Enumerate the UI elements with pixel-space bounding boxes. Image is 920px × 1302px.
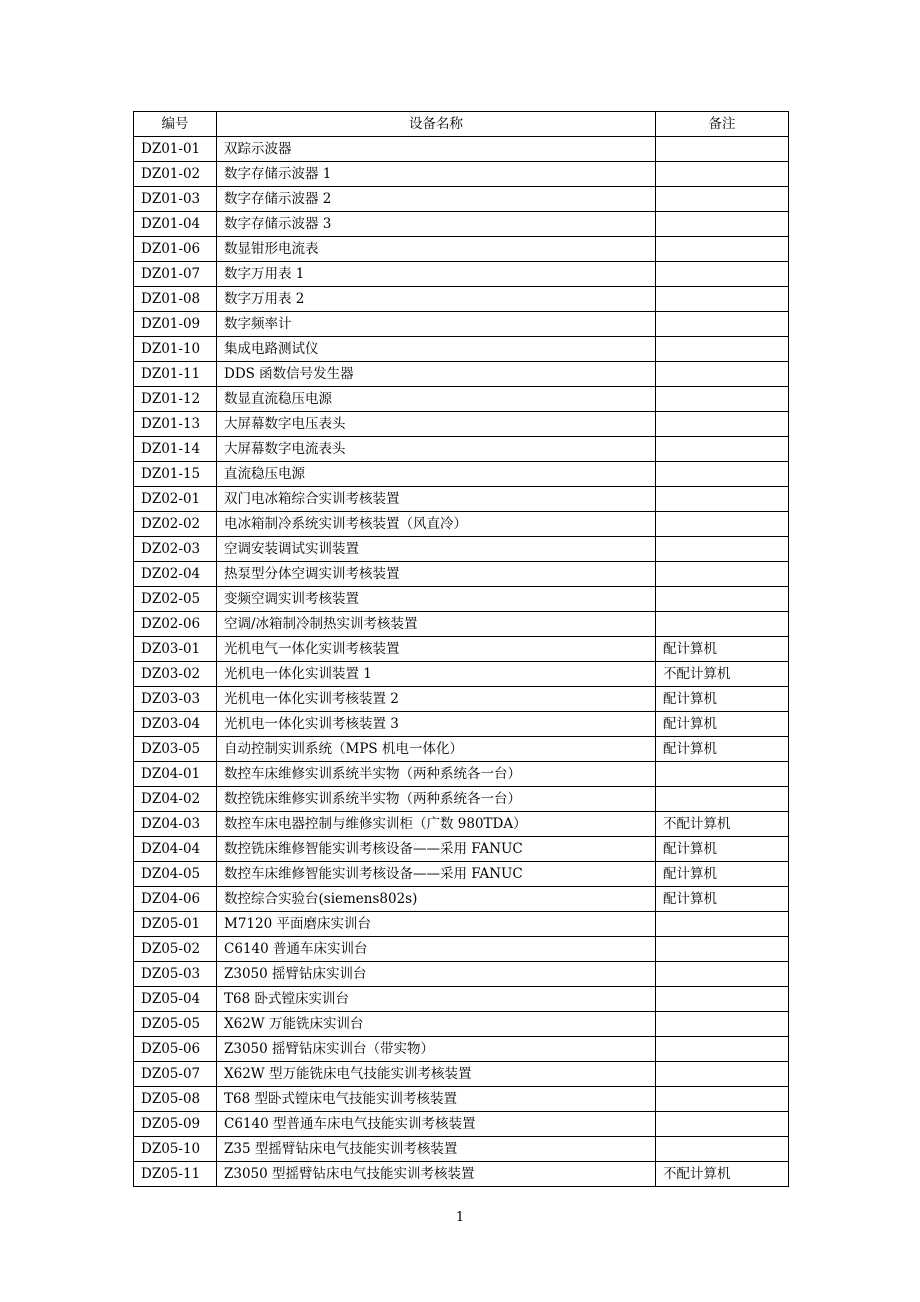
header-row (134, 112, 789, 137)
cell-code: DZ03-03 (134, 687, 217, 712)
cell-equipment-name: 空调/冰箱制冷制热实训考核装置 (217, 612, 656, 637)
header-note: 备注 (656, 112, 789, 137)
cell-equipment-name: 数显钳形电流表 (217, 237, 656, 262)
table-header (134, 112, 789, 137)
cell-equipment-name: Z3050 摇臂钻床实训台 (217, 962, 656, 987)
cell-equipment-name: 双踪示波器 (217, 137, 656, 162)
cell-note: 配计算机 (656, 712, 789, 737)
cell-equipment-name: 数显直流稳压电源 (217, 387, 656, 412)
cell-equipment-name: Z3050 型摇臂钻床电气技能实训考核装置 (217, 1162, 656, 1187)
cell-note (656, 187, 789, 212)
table-row (134, 1062, 789, 1087)
cell-note (656, 412, 789, 437)
cell-equipment-name: 大屏幕数字电压表头 (217, 412, 656, 437)
cell-note: 配计算机 (656, 687, 789, 712)
cell-code: DZ05-07 (134, 1062, 217, 1087)
cell-code: DZ01-06 (134, 237, 217, 262)
table-row (134, 187, 789, 212)
table-row (134, 637, 789, 662)
table-row (134, 737, 789, 762)
cell-note (656, 512, 789, 537)
cell-equipment-name: 数控车床电器控制与维修实训柜（广数 980TDA） (217, 812, 656, 837)
cell-equipment-name: 自动控制实训系统（MPS 机电一体化） (217, 737, 656, 762)
cell-equipment-name: 数字万用表 1 (217, 262, 656, 287)
table-row (134, 987, 789, 1012)
table-row (134, 1137, 789, 1162)
cell-code: DZ03-02 (134, 662, 217, 687)
cell-note (656, 462, 789, 487)
cell-equipment-name: 大屏幕数字电流表头 (217, 437, 656, 462)
cell-code: DZ03-04 (134, 712, 217, 737)
table-row (134, 837, 789, 862)
cell-code: DZ02-06 (134, 612, 217, 637)
table-row (134, 1012, 789, 1037)
cell-note: 不配计算机 (656, 1162, 789, 1187)
cell-code: DZ02-03 (134, 537, 217, 562)
table-body (134, 137, 789, 1187)
cell-equipment-name: 变频空调实训考核装置 (217, 587, 656, 612)
cell-note: 不配计算机 (656, 812, 789, 837)
table-row (134, 787, 789, 812)
cell-note: 不配计算机 (656, 662, 789, 687)
cell-code: DZ02-02 (134, 512, 217, 537)
cell-code: DZ01-10 (134, 337, 217, 362)
cell-code: DZ02-01 (134, 487, 217, 512)
table-row (134, 387, 789, 412)
cell-note: 配计算机 (656, 737, 789, 762)
cell-note (656, 562, 789, 587)
cell-equipment-name: 光机电一体化实训考核装置 2 (217, 687, 656, 712)
table-row (134, 562, 789, 587)
cell-code: DZ05-08 (134, 1087, 217, 1112)
cell-equipment-name: 电冰箱制冷系统实训考核装置（风直冷） (217, 512, 656, 537)
table-row (134, 487, 789, 512)
table-row (134, 937, 789, 962)
cell-equipment-name: T68 卧式镗床实训台 (217, 987, 656, 1012)
table-row (134, 362, 789, 387)
table-row (134, 712, 789, 737)
cell-equipment-name: 热泵型分体空调实训考核装置 (217, 562, 656, 587)
cell-code: DZ01-14 (134, 437, 217, 462)
table-row (134, 412, 789, 437)
cell-note (656, 337, 789, 362)
cell-note (656, 237, 789, 262)
cell-code: DZ04-01 (134, 762, 217, 787)
cell-note (656, 937, 789, 962)
table-row (134, 587, 789, 612)
cell-note (656, 487, 789, 512)
table-row (134, 612, 789, 637)
cell-equipment-name: 数控车床维修实训系统半实物（两种系统各一台） (217, 762, 656, 787)
cell-equipment-name: 双门电冰箱综合实训考核装置 (217, 487, 656, 512)
cell-code: DZ05-02 (134, 937, 217, 962)
cell-code: DZ01-13 (134, 412, 217, 437)
cell-equipment-name: 数字万用表 2 (217, 287, 656, 312)
table-row (134, 137, 789, 162)
cell-equipment-name: 数字存储示波器 1 (217, 162, 656, 187)
cell-equipment-name: Z3050 摇臂钻床实训台（带实物） (217, 1037, 656, 1062)
cell-note (656, 587, 789, 612)
cell-equipment-name: 数字存储示波器 3 (217, 212, 656, 237)
cell-code: DZ05-04 (134, 987, 217, 1012)
cell-equipment-name: X62W 万能铣床实训台 (217, 1012, 656, 1037)
cell-note (656, 287, 789, 312)
table-row (134, 162, 789, 187)
table-row (134, 262, 789, 287)
cell-note (656, 612, 789, 637)
cell-code: DZ04-05 (134, 862, 217, 887)
cell-note (656, 1112, 789, 1137)
cell-note (656, 1137, 789, 1162)
cell-equipment-name: 空调安装调试实训装置 (217, 537, 656, 562)
cell-note (656, 312, 789, 337)
cell-note (656, 387, 789, 412)
table-row (134, 662, 789, 687)
cell-equipment-name: 数控综合实验台(siemens802s) (217, 887, 656, 912)
table-row (134, 512, 789, 537)
table-row (134, 1087, 789, 1112)
cell-code: DZ05-03 (134, 962, 217, 987)
cell-code: DZ02-04 (134, 562, 217, 587)
cell-equipment-name: C6140 普通车床实训台 (217, 937, 656, 962)
table-row (134, 887, 789, 912)
cell-code: DZ01-03 (134, 187, 217, 212)
table-row (134, 462, 789, 487)
cell-equipment-name: M7120 平面磨床实训台 (217, 912, 656, 937)
cell-code: DZ05-05 (134, 1012, 217, 1037)
cell-note (656, 437, 789, 462)
table-row (134, 687, 789, 712)
table-row (134, 1112, 789, 1137)
cell-note (656, 1037, 789, 1062)
cell-code: DZ03-05 (134, 737, 217, 762)
table-row (134, 337, 789, 362)
cell-code: DZ04-06 (134, 887, 217, 912)
cell-equipment-name: 数控铣床维修实训系统半实物（两种系统各一台） (217, 787, 656, 812)
cell-equipment-name: 光机电气一体化实训考核装置 (217, 637, 656, 662)
cell-note (656, 212, 789, 237)
table-row (134, 862, 789, 887)
cell-note (656, 1062, 789, 1087)
table-row (134, 962, 789, 987)
table-row (134, 437, 789, 462)
cell-code: DZ01-01 (134, 137, 217, 162)
cell-note (656, 1012, 789, 1037)
cell-note (656, 537, 789, 562)
cell-equipment-name: 光机电一体化实训考核装置 3 (217, 712, 656, 737)
cell-code: DZ05-10 (134, 1137, 217, 1162)
cell-note (656, 362, 789, 387)
cell-note (656, 762, 789, 787)
cell-equipment-name: 数字频率计 (217, 312, 656, 337)
table-row (134, 237, 789, 262)
cell-code: DZ05-06 (134, 1037, 217, 1062)
cell-code: DZ01-11 (134, 362, 217, 387)
cell-code: DZ04-02 (134, 787, 217, 812)
table-row (134, 287, 789, 312)
cell-code: DZ05-09 (134, 1112, 217, 1137)
cell-equipment-name: 数控铣床维修智能实训考核设备——采用 FANUC (217, 837, 656, 862)
table-row (134, 762, 789, 787)
header-name: 设备名称 (217, 112, 656, 137)
cell-note: 配计算机 (656, 862, 789, 887)
cell-note (656, 137, 789, 162)
cell-code: DZ03-01 (134, 637, 217, 662)
cell-code: DZ01-07 (134, 262, 217, 287)
page-number: 1 (455, 1210, 465, 1225)
cell-code: DZ01-04 (134, 212, 217, 237)
cell-note (656, 962, 789, 987)
cell-equipment-name: 集成电路测试仪 (217, 337, 656, 362)
table-row (134, 1162, 789, 1187)
equipment-table (133, 111, 789, 1187)
table-row (134, 912, 789, 937)
cell-code: DZ02-05 (134, 587, 217, 612)
cell-code: DZ04-04 (134, 837, 217, 862)
table-row (134, 212, 789, 237)
cell-equipment-name: 直流稳压电源 (217, 462, 656, 487)
cell-code: DZ01-09 (134, 312, 217, 337)
header-code: 编号 (134, 112, 217, 137)
cell-code: DZ01-02 (134, 162, 217, 187)
cell-note (656, 262, 789, 287)
table-row (134, 812, 789, 837)
table-row (134, 1037, 789, 1062)
cell-code: DZ01-15 (134, 462, 217, 487)
cell-equipment-name: C6140 型普通车床电气技能实训考核装置 (217, 1112, 656, 1137)
cell-note: 配计算机 (656, 837, 789, 862)
cell-note: 配计算机 (656, 637, 789, 662)
cell-note (656, 162, 789, 187)
cell-note: 配计算机 (656, 887, 789, 912)
cell-note (656, 912, 789, 937)
cell-code: DZ01-12 (134, 387, 217, 412)
cell-code: DZ04-03 (134, 812, 217, 837)
cell-code: DZ05-11 (134, 1162, 217, 1187)
cell-code: DZ05-01 (134, 912, 217, 937)
cell-equipment-name: 光机电一体化实训装置 1 (217, 662, 656, 687)
table-row (134, 312, 789, 337)
cell-equipment-name: DDS 函数信号发生器 (217, 362, 656, 387)
cell-equipment-name: T68 型卧式镗床电气技能实训考核装置 (217, 1087, 656, 1112)
cell-equipment-name: Z35 型摇臂钻床电气技能实训考核装置 (217, 1137, 656, 1162)
cell-code: DZ01-08 (134, 287, 217, 312)
table-row (134, 537, 789, 562)
cell-note (656, 987, 789, 1012)
cell-equipment-name: X62W 型万能铣床电气技能实训考核装置 (217, 1062, 656, 1087)
cell-note (656, 1087, 789, 1112)
cell-equipment-name: 数控车床维修智能实训考核设备——采用 FANUC (217, 862, 656, 887)
cell-note (656, 787, 789, 812)
cell-equipment-name: 数字存储示波器 2 (217, 187, 656, 212)
